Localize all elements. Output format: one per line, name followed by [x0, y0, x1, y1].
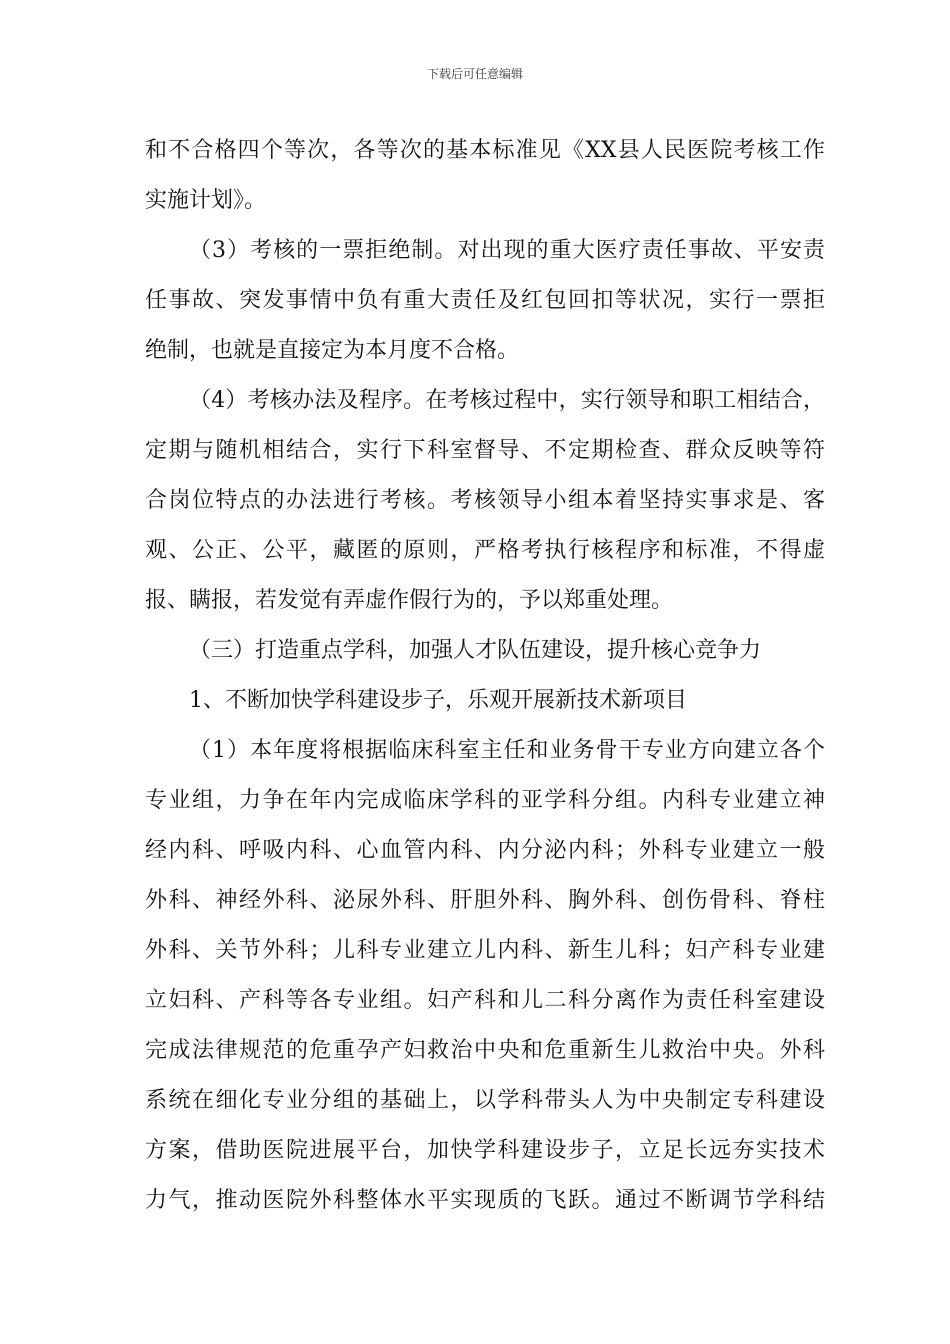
text-line: 力气，推动医院外科整体水平实现质的飞跃。通过不断调节学科结 [145, 1188, 825, 1213]
text-line: 任事故、突发事情中负有重大责任及红包回扣等状况，实行一票拒 [145, 288, 825, 313]
document-body [145, 126, 825, 1226]
text-line: 经内科、呼吸内科、心血管内科、内分泌内科；外科专业建立一般 [145, 838, 825, 863]
text-line: （4）考核办法及程序。在考核过程中，实行领导和职工相结合， [189, 388, 825, 413]
text-line: 合岗位特点的办法进行考核。考核领导小组本着坚持实事求是、客 [145, 488, 825, 513]
text-line: 报、瞒报，若发觉有弄虚作假行为的，予以郑重处理。 [145, 588, 674, 613]
subsection-heading: 1、不断加快学科建设步子，乐观开展新技术新项目 [189, 688, 687, 713]
text-line: 系统在细化专业分组的基础上，以学科带头人为中央制定专科建设 [145, 1088, 825, 1113]
section-heading: （三）打造重点学科，加强人才队伍建设，提升核心竞争力 [189, 638, 762, 663]
text-line: 立妇科、产科等各专业组。妇产科和儿二科分离作为责任科室建设 [145, 988, 825, 1013]
page-header: 下载后可任意编辑 [426, 67, 523, 81]
text-line: 绝制，也就是直接定为本月度不合格。 [145, 338, 520, 363]
text-line: （1）本年度将根据临床科室主任和业务骨干专业方向建立各个 [189, 738, 825, 763]
text-line: 专业组，力争在年内完成临床学科的亚学科分组。内科专业建立神 [145, 788, 825, 813]
text-line: （3）考核的一票拒绝制。对出现的重大医疗责任事故、平安责 [189, 238, 825, 263]
text-line: 实施计划》。 [145, 188, 267, 213]
text-line: 外科、关节外科；儿科专业建立儿内科、新生儿科；妇产科专业建 [145, 938, 825, 963]
text-line: 方案，借助医院进展平台，加快学科建设步子，立足长远夯实技术 [145, 1138, 825, 1163]
text-line: 观、公正、公平，藏匿的原则，严格考执行核程序和标准，不得虚 [145, 538, 825, 563]
text-line: 和不合格四个等次，各等次的基本标准见《XX县人民医院考核工作 [145, 138, 825, 163]
text-line: 定期与随机相结合，实行下科室督导、不定期检查、群众反映等符 [145, 438, 825, 463]
text-line: 完成法律规范的危重孕产妇救治中央和危重新生儿救治中央。外科 [145, 1038, 825, 1063]
text-line: 外科、神经外科、泌尿外科、肝胆外科、胸外科、创伤骨科、脊柱 [145, 888, 825, 913]
